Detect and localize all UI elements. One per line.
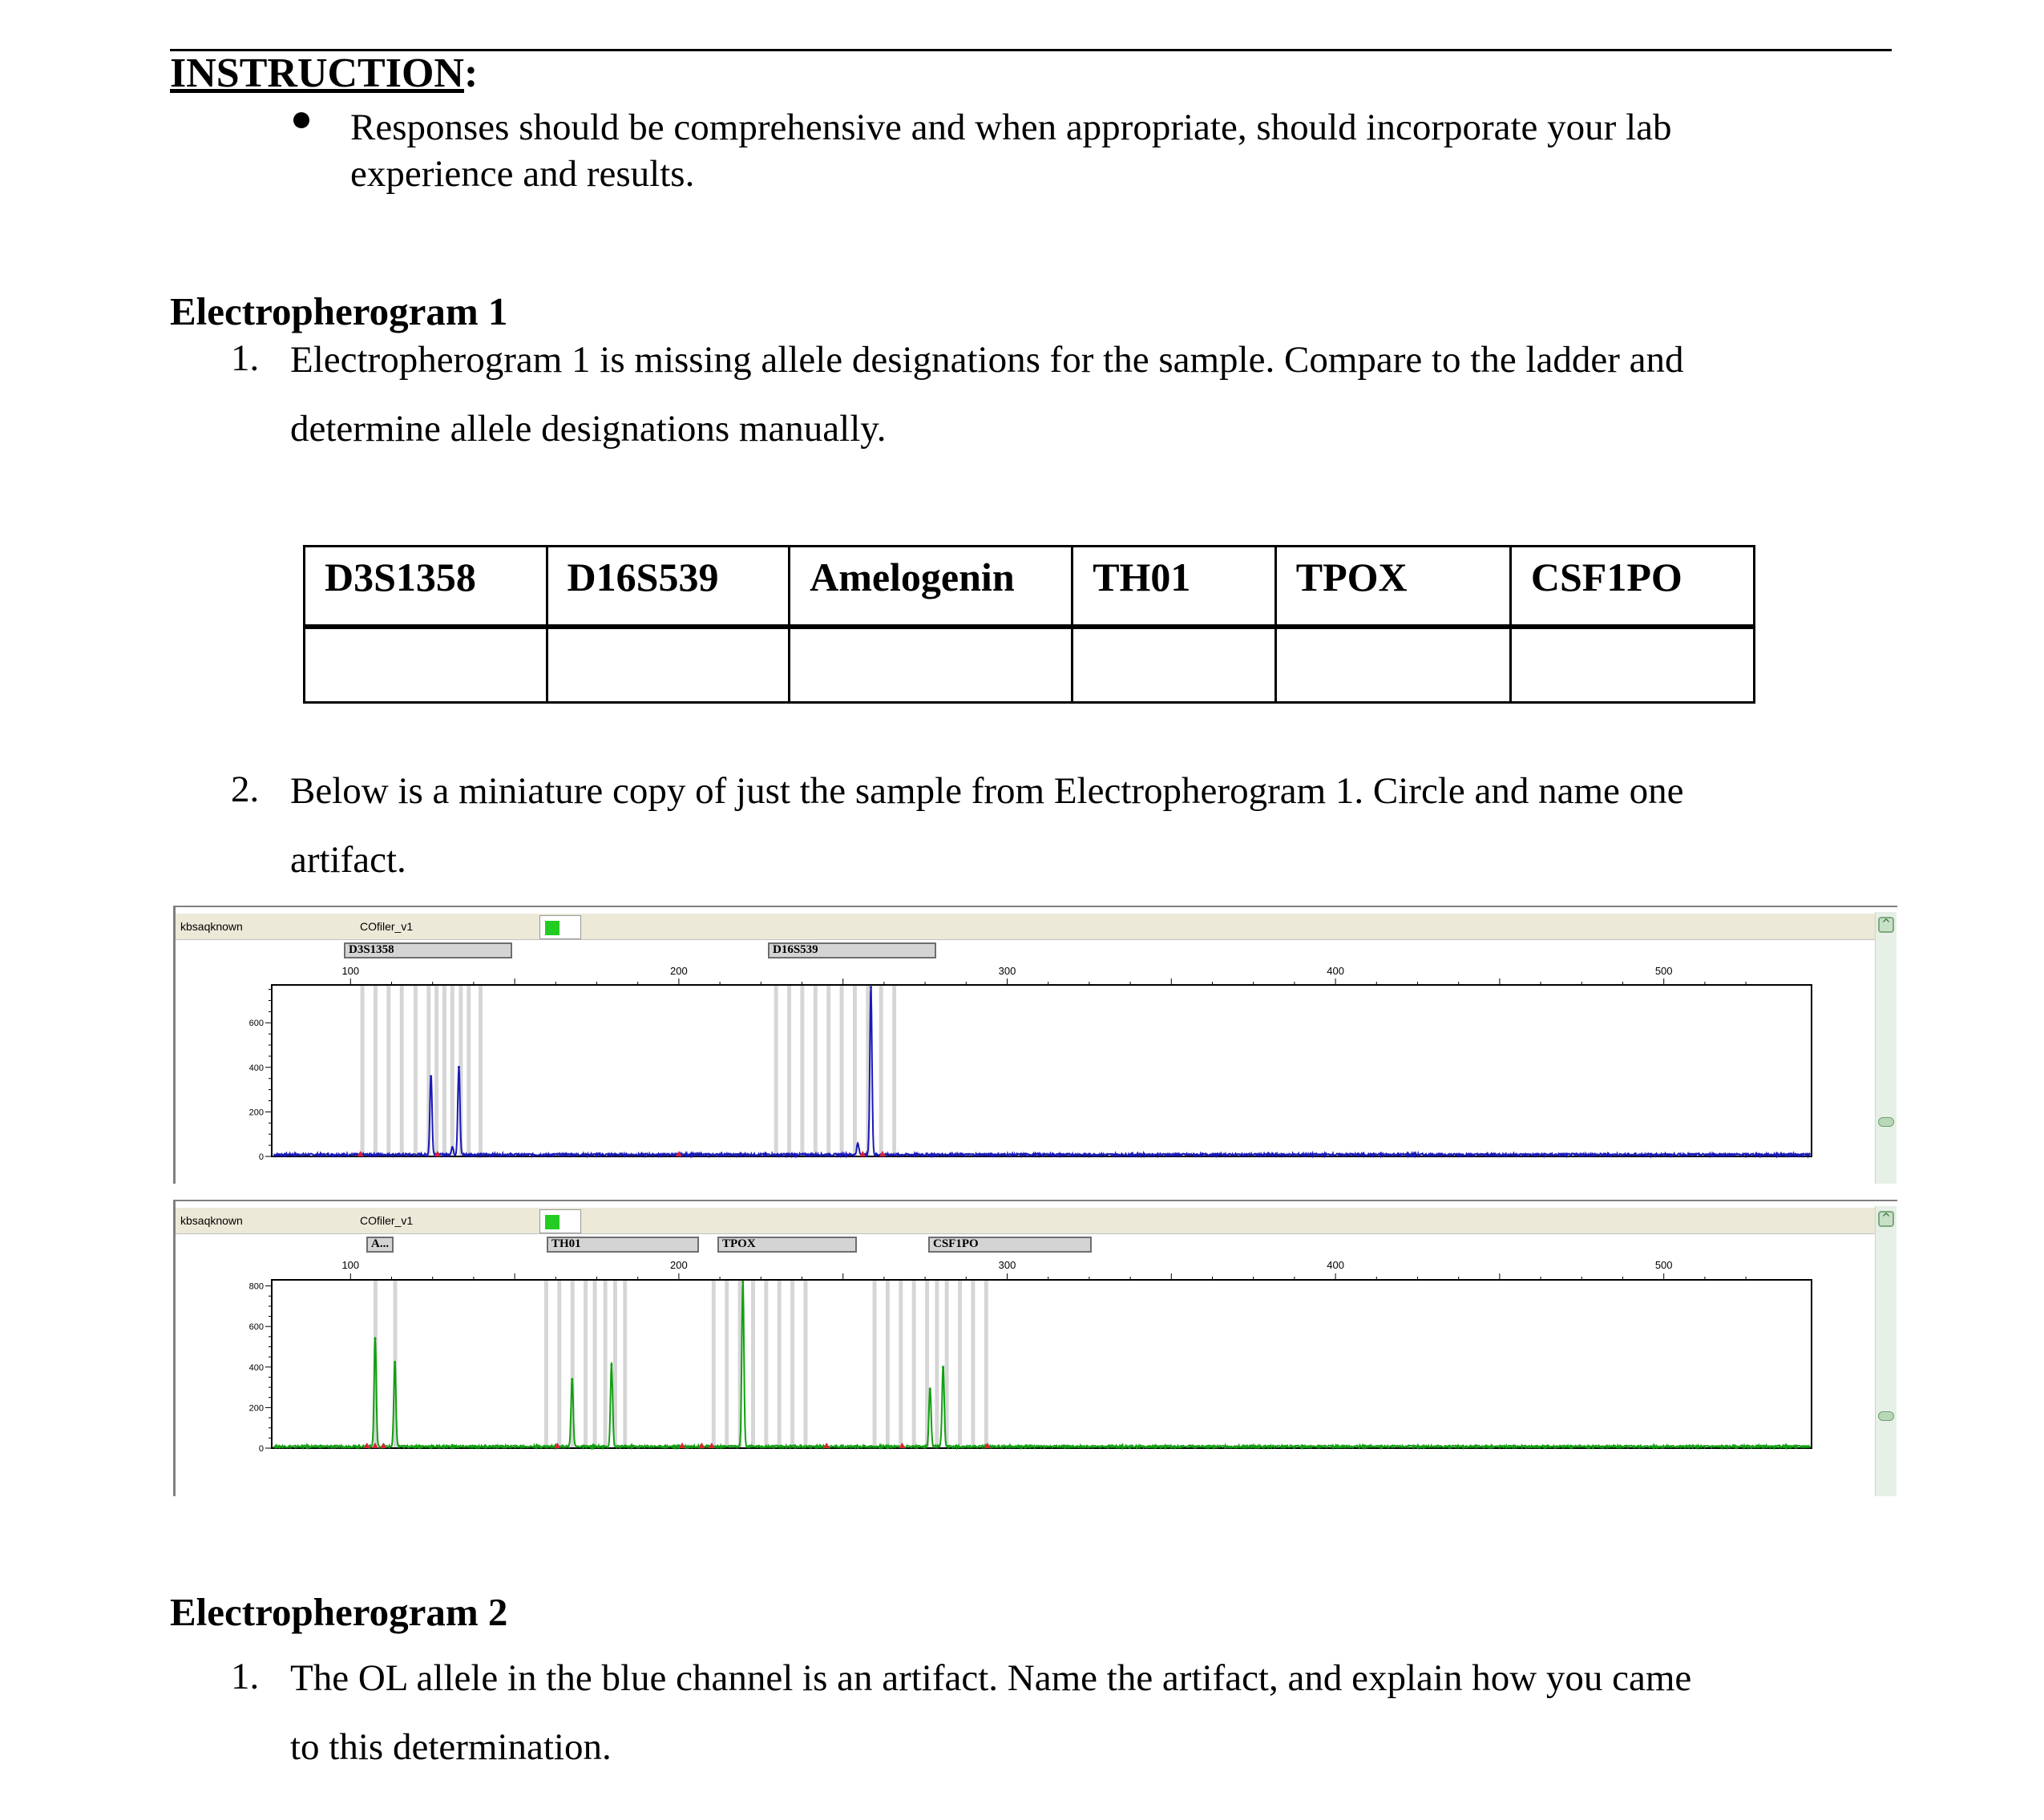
y-tick-label: 600: [248, 1019, 264, 1029]
ladder-bin: [593, 1280, 597, 1448]
section1-q2-line2: artifact.: [290, 839, 406, 881]
ladder-bin: [414, 985, 418, 1156]
ladder-bin: [814, 985, 818, 1156]
answer-cell-d16s539[interactable]: [547, 627, 790, 703]
ladder-bin: [751, 1280, 755, 1448]
table-header-csf1po: CSF1PO: [1510, 547, 1754, 628]
scroll-up-icon[interactable]: ^: [1878, 1211, 1894, 1227]
ladder-bin: [892, 985, 896, 1156]
green-channel-plot: [176, 1201, 1875, 1496]
answer-cell-tpox[interactable]: [1275, 627, 1510, 703]
x-tick-label: 300: [998, 965, 1016, 977]
blue-dye-trace: [274, 987, 1811, 1156]
section2-q1-number: 1.: [231, 1656, 260, 1697]
ladder-bin: [764, 1280, 768, 1448]
section1-q2-number: 2.: [231, 769, 260, 810]
answer-cell-csf1po[interactable]: [1510, 627, 1754, 703]
x-axis: [341, 1259, 1746, 1280]
peak-apex[interactable]: [451, 1148, 454, 1150]
peak-apex[interactable]: [394, 1362, 396, 1364]
x-tick-label: 100: [341, 1259, 360, 1271]
peak-apex[interactable]: [857, 1144, 859, 1147]
x-tick-label: 200: [670, 965, 688, 977]
electropherogram-panel-green: [173, 1200, 1897, 1496]
answer-cell-amelogenin[interactable]: [790, 627, 1072, 703]
table-header-d16s539: D16S539: [547, 547, 790, 628]
section2-heading: Electropherogram 2: [170, 1590, 508, 1634]
section1-q2-line1: Below is a miniature copy of just the sample from Electropherogram 1. Circle and name one: [290, 770, 1684, 812]
peak-apex[interactable]: [741, 1281, 744, 1283]
ladder-bin: [361, 985, 365, 1156]
y-tick-label: 800: [248, 1281, 264, 1292]
ladder-bin: [826, 985, 830, 1156]
peak-apex[interactable]: [929, 1388, 931, 1390]
instruction-bullet-text: Responses should be comprehensive and when appropriate, should incorporate your lab: [350, 107, 1672, 148]
electropherogram-panel-blue: [173, 906, 1897, 1184]
section1-heading: Electropherogram 1: [170, 289, 508, 333]
blue-channel-plot: [176, 907, 1875, 1184]
y-tick-label: 0: [258, 1444, 264, 1454]
ladder-bin: [623, 1280, 627, 1448]
x-tick-label: 400: [1327, 965, 1344, 977]
kit-name: COfiler_v1: [360, 920, 414, 933]
peak-apex[interactable]: [458, 1066, 460, 1068]
ladder-bin: [434, 985, 438, 1156]
y-tick-label: 200: [248, 1108, 264, 1118]
plot-area-border: [272, 985, 1812, 1156]
ladder-bin: [774, 985, 778, 1156]
answer-cell-d3s1358[interactable]: [305, 627, 547, 703]
x-tick-label: 200: [670, 1259, 688, 1271]
ladder-bin: [467, 985, 471, 1156]
ladder-bin: [442, 985, 446, 1156]
ladder-bin: [873, 1280, 877, 1448]
locus-label-amelogenin[interactable]: A...: [366, 1237, 394, 1253]
y-axis: [249, 990, 272, 1162]
ladder-bin: [935, 1280, 939, 1448]
y-axis: [249, 1282, 272, 1454]
instruction-bullet-text-cont: experience and results.: [350, 153, 695, 195]
allele-table-header-row: [305, 547, 1755, 628]
green-dye-trace: [274, 1282, 1811, 1448]
locus-label-tpox[interactable]: TPOX: [717, 1237, 857, 1253]
ladder-bin: [787, 985, 791, 1156]
y-tick-label: 0: [258, 1152, 264, 1162]
allele-table-answer-row: [305, 627, 1755, 703]
ladder-bin: [544, 1280, 548, 1448]
ladder-bin: [450, 985, 454, 1156]
peak-apex[interactable]: [374, 1338, 377, 1340]
x-tick-label: 300: [998, 1259, 1016, 1271]
sample-name: kbsaqknown: [180, 920, 243, 933]
scroll-up-icon[interactable]: ^: [1878, 917, 1894, 933]
answer-cell-th01[interactable]: [1072, 627, 1276, 703]
section1-q1-line1: Electropherogram 1 is missing allele designations for the sample. Compare to the ladder and: [290, 339, 1684, 381]
y-tick-label: 400: [248, 1063, 264, 1073]
ladder-bin: [958, 1280, 962, 1448]
peak-apex[interactable]: [430, 1075, 432, 1077]
section2-q1-line1: The OL allele in the blue channel is an artifact. Name the artifact, and explain how you came: [290, 1657, 1692, 1699]
ladder-bin: [712, 1280, 716, 1448]
ladder-bin: [912, 1280, 916, 1448]
bullet-icon: [293, 112, 309, 128]
locus-label-csf1po[interactable]: CSF1PO: [928, 1237, 1092, 1253]
peak-apex[interactable]: [870, 986, 872, 988]
ladder-bin: [400, 985, 404, 1156]
x-tick-label: 500: [1654, 1259, 1673, 1271]
x-tick-label: 500: [1654, 965, 1673, 977]
ladder-bin: [374, 985, 378, 1156]
ladder-bin: [479, 985, 483, 1156]
scroll-thumb[interactable]: [1878, 1411, 1894, 1421]
peak-apex[interactable]: [610, 1364, 612, 1366]
vertical-scrollbar[interactable]: [1875, 912, 1897, 1184]
peak-apex[interactable]: [571, 1378, 573, 1380]
locus-label-th01[interactable]: TH01: [547, 1237, 699, 1253]
peak-apex[interactable]: [942, 1366, 944, 1368]
ladder-bin: [853, 985, 857, 1156]
x-tick-label: 400: [1327, 1259, 1344, 1271]
ladder-bin: [725, 1280, 729, 1448]
ladder-bin: [899, 1280, 903, 1448]
locus-label-d16s539[interactable]: D16S539: [768, 942, 936, 958]
scroll-thumb[interactable]: [1878, 1117, 1894, 1127]
table-header-th01: TH01: [1072, 547, 1276, 628]
ladder-bin: [790, 1280, 794, 1448]
table-header-tpox: TPOX: [1275, 547, 1510, 628]
plot-area-border: [272, 1280, 1812, 1448]
ladder-bin: [879, 985, 883, 1156]
ladder-bin: [840, 985, 844, 1156]
section1-q1-line2: determine allele designations manually.: [290, 408, 887, 450]
section2-q1-line2: to this determination.: [290, 1726, 612, 1768]
ladder-bin-shading: [374, 1280, 988, 1448]
ladder-bin: [886, 1280, 890, 1448]
x-tick-label: 100: [341, 965, 360, 977]
kit-name: COfiler_v1: [360, 1214, 414, 1227]
ladder-bin: [800, 985, 804, 1156]
locus-label-d3s1358[interactable]: D3S1358: [344, 942, 512, 958]
section1-q1-number: 1.: [231, 337, 260, 379]
ladder-bin: [778, 1280, 782, 1448]
instruction-title: INSTRUCTION:: [170, 50, 479, 96]
allele-markers: [364, 1281, 991, 1448]
ladder-bin: [984, 1280, 988, 1448]
ladder-bin: [604, 1280, 608, 1448]
table-header-d3s1358: D3S1358: [305, 547, 547, 628]
sample-name: kbsaqknown: [180, 1214, 243, 1227]
ladder-bin: [386, 985, 390, 1156]
y-tick-label: 200: [248, 1403, 264, 1414]
ladder-bin: [971, 1280, 975, 1448]
ladder-bin: [557, 1280, 561, 1448]
y-tick-label: 400: [248, 1362, 264, 1373]
table-header-amelogenin: Amelogenin: [790, 547, 1072, 628]
x-axis: [341, 965, 1746, 985]
vertical-scrollbar[interactable]: [1875, 1206, 1897, 1496]
ladder-bin: [584, 1280, 588, 1448]
ladder-bin-shading: [361, 985, 896, 1156]
allele-table: [303, 545, 1755, 704]
y-tick-label: 600: [248, 1322, 264, 1333]
ladder-bin: [804, 1280, 808, 1448]
